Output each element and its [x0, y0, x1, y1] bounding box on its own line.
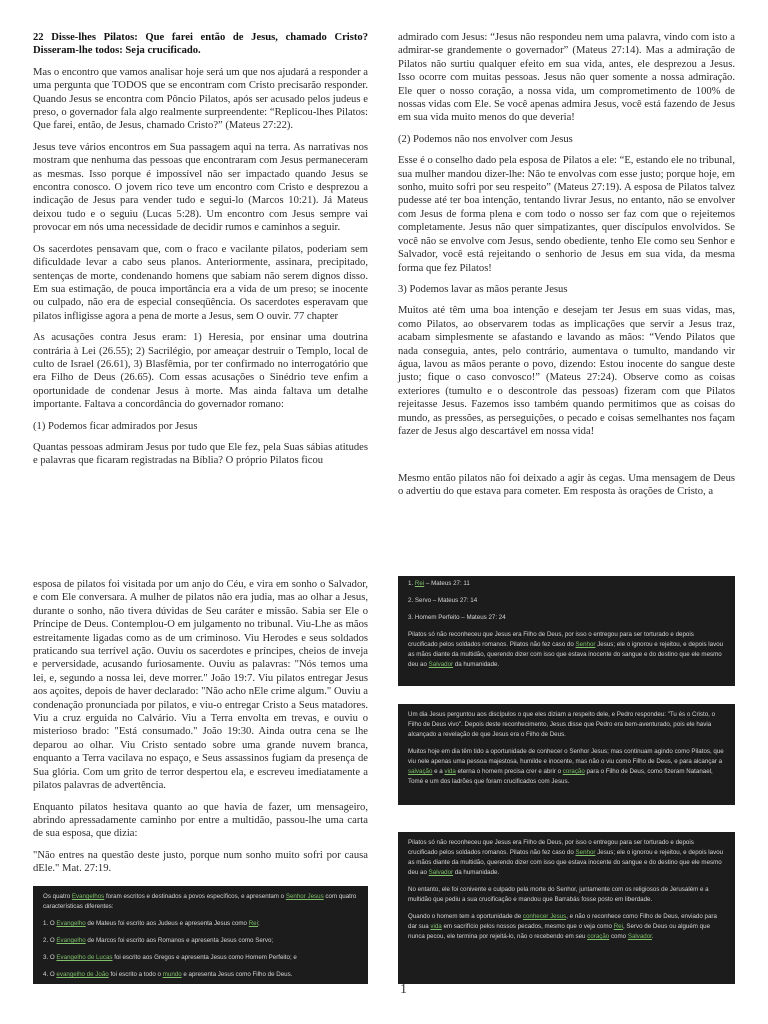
link-mundo[interactable]: mundo [162, 971, 182, 978]
text: em sacrifício pelos nossos pecados, mesmo que o veja como [441, 923, 614, 930]
text: , e não o reconhece como Filho de Deus, enviado para dar sua [408, 913, 717, 930]
link-senhor[interactable]: Senhor [575, 641, 596, 648]
paragraph: Enquanto pilatos hesitava quanto ao que havia de fazer, um mensageiro, abrindo apressadamente caminho por entre a multidão, passou-lhe uma carta de sua esposa, que dizia: [33, 801, 368, 840]
text: Jesus; ele o ignorou e rejeitou, e depois lavou as mãos diante da multidão, querendo dizer com isso que estava inocente do sangue e do destino que ele mesmo deu ao [408, 641, 724, 668]
paragraph [43, 892, 358, 912]
paragraph: No entanto, ele foi conivente e culpado pela morte do Senhor, juntamente com os religiosos de Jerusalém e a multidão que pediu a sua crucificação e mandou que Barrabás fosse posto em liberdade. [408, 886, 709, 903]
section-heading: (2) Podemos não nos envolver com Jesus [398, 133, 573, 145]
paragraph: Quantas pessoas admiram Jesus por tudo que Ele fez, pela Suas sábias atitudes e palavras que ficaram registradas na Bíblia? O próprio Pilatos ficou [33, 441, 368, 467]
section-heading: (1) Podemos ficar admirados por Jesus [33, 420, 198, 432]
paragraph: Esse é o conselho dado pela esposa de Pilatos a ele: “E, estando ele no tribunal, sua mulher mandou dizer-lhe: Não te envolvas com esse justo; porque hoje, em sonho, muito sofri por seu respeito” (Mateus 27:19). A esposa de Pilatos talvez pudesse até ter boa intenção, tentando livrar Jesus, no entanto, não se envolver com Jesus de forma plena e com todo o nosso ser faz com que o rejeitemos completamente. Jesus não quer simpatizantes, quer discípulos envolvidos. Se você não se envolve com Jesus, sendo obediente, tenho Ele como seu Senhor e Salvador, você está rejeitando o senhorio de Jesus em sua vida, da mesma forma que fez Pilatos! [398, 155, 735, 274]
text: , Servo de Deus ou alguém que nunca pecou, ele termina por rejeitá-lo, não o recebendo em seu [408, 923, 711, 940]
text: foi escrito aos Gregos e apresenta Jesus como Homem Perfeito; e [112, 954, 297, 961]
text: – Mateus 27: 11 [424, 580, 470, 587]
link-salvador[interactable]: Salvador [428, 661, 454, 668]
link-evangelho[interactable]: Evangelho [56, 937, 86, 944]
section-heading: 3) Podemos lavar as mãos perante Jesus [398, 283, 568, 295]
text: ; [258, 920, 260, 927]
link-salvador[interactable]: Salvador [627, 933, 652, 940]
list-item [43, 953, 358, 963]
link-vida[interactable]: vida [444, 768, 456, 775]
embedded-screenshot-list [398, 576, 735, 686]
text: foram escritos e destinados a povos específicos, e apresentam o [104, 893, 286, 900]
link-salvador[interactable]: Salvador [428, 869, 454, 876]
text: 1. [408, 580, 415, 587]
list-item [43, 970, 358, 980]
text: com quatro características diferentes: [43, 893, 357, 910]
text: . [651, 933, 654, 940]
list-item: 3. Homem Perfeito – Mateus 27: 24 [408, 614, 506, 621]
text: Jesus; ele o ignorou e rejeitou, e depois lavou as mãos diante da multidão, querendo dizer com isso que estava inocente do sangue e do destino que ele mesmo deu ao [408, 849, 724, 876]
embedded-screenshot-pedro [398, 704, 735, 805]
link-senhor-jesus[interactable]: Senhor Jesus [285, 893, 324, 900]
link-rei[interactable]: Rei [414, 580, 425, 587]
paragraph [408, 838, 725, 878]
text: Muitos hoje em dia têm tido a oportunidade de conhecer o Senhor Jesus; mas continuam agindo como Pilatos, que viu nele apenas uma pessoa majestosa, humilde e inocente, mas não o viu como Filho de Deus, e para alcançar a [408, 748, 724, 765]
text: Pilatos só não reconheceu que Jesus era Filho de Deus, por isso o entregou para ser torturado e depois crucificado pelos soldados romanos. Pilatos não fez caso do [408, 631, 694, 648]
text: 1. O [43, 920, 57, 927]
text: Quando o homem tem a oportunidade de [408, 913, 523, 920]
list-item [408, 579, 725, 589]
paragraph: admirado com Jesus: “Jesus não respondeu nem uma palavra, vindo com isto a admirar-se grandemente o governador” (Mateus 27:14). Mas a admiração de Pilatos não surtiu qualquer efeito em sua vida, antes, ele desprezou a Jesus. Isso ocorre com muitas pessoas. Jesus não quer somente a nossa admiração. Ele quer o nosso coração, a nossa vida, um comprometimento de 100% de nossas vidas com Ele. Se você apenas admira Jesus, você está fazendo de Jesus em sua vida muito menos do que deveria! [398, 32, 735, 124]
page-number: 1 [400, 982, 407, 997]
paragraph: As acusações contra Jesus eram: 1) Heresia, por ensinar uma doutrina contrária à Lei (26.55); 2) Sacrilégio, por ameaçar destruir o Templo, local de culto de Israel (26.61), 3) Blasfêmia, por ter confirmado no interrogatório que era Filho de Deus (26.65). Com essas acusações o Sinédrio teve enfim a oportunidade de condenar Jesus à morte. Mas ainda faltava um detalhe importante. Faltava a concordância do governador romano: [33, 332, 368, 411]
text: Pilatos só não reconheceu que Jesus era Filho de Deus, por isso o entregou para ser torturado e depois crucificado pelos soldados romanos. Pilatos não fez caso do [408, 839, 694, 856]
text: eterna o homem precisa crer e abrir o [455, 768, 563, 775]
link-coracao[interactable]: coração [562, 768, 585, 775]
paragraph [408, 912, 725, 942]
paragraph: Os sacerdotes pensavam que, com o fraco e vacilante pilatos, poderiam sem dificuldade levar a cabo seus planos. Anteriormente, assinara, precipitado, sentenças de morte, condenando homens que sabiam não serem dignos disso. Em sua estimação, de pouca importância era a vida de um preso; se inocente ou culpado, não era de especial conseqüência. Os sacerdotes esperavam que pilatos infligisse agora a pena de morte a Jesus, sem O ouvir. 77 chapter [33, 243, 368, 322]
link-evangelhos[interactable]: Evangelhos [71, 893, 105, 900]
list-item [43, 936, 358, 946]
text: da humanidade. [453, 869, 500, 876]
paragraph: Mas o encontro que vamos analisar hoje será um que nos ajudará a responder a uma pergunta que TODOS que se encontram com Cristo precisarão responder. Quando Jesus se encontra com Pôncio Pilatos, após ser acusado pelos judeus e preso, o governador fala algo realmente surpreendente: “Replicou-lhes Pilatos: Que farei, então, de Jesus, chamado Cristo?” (Mateus 27:22). [33, 66, 368, 132]
text: como [609, 933, 628, 940]
link-senhor[interactable]: Senhor [575, 849, 596, 856]
paragraph: Mesmo então pilatos não foi deixado a agir às cegas. Uma mensagem de Deus o advertiu do que estava para cometer. Em resposta às orações de Cristo, a [398, 473, 735, 498]
text: da humanidade. [453, 661, 500, 668]
text: para o Filho de Deus, como fizeram Natanael, Tomé e um dos ladrões que foram crucificados com Jesus. [408, 768, 713, 785]
link-evangelho-joao[interactable]: evangelho de João [56, 971, 109, 978]
text: Os quatro [43, 893, 72, 900]
text: e apresenta Jesus como Filho de Deus. [181, 971, 293, 978]
text: 2. O [43, 937, 57, 944]
embedded-screenshot-pilatos [398, 832, 735, 984]
paragraph [408, 630, 725, 670]
text-column-left-top [33, 31, 368, 476]
link-salvacao[interactable]: salvação [408, 768, 433, 775]
link-evangelho[interactable]: Evangelho [56, 920, 86, 927]
list-item: 2. Servo – Mateus 27: 14 [408, 597, 478, 604]
paragraph: esposa de pilatos foi visitada por um anjo do Céu, e vira em sonho o Salvador, e com Ele conversara. A mulher de pilatos não era judia, mas ao olhar a Jesus, durante o sonho, não tivera dúvidas de Seu caráter e missão. Sabia ser Ele o Príncipe de Deus. Contemplou-O em julgamento no tribunal. Viu-Lhe as mãos estreitamente ligadas como as de um criminoso. Viu Herodes e seus soldados praticando sua terrível ação. Ouviu os sacerdotes e príncipes, cheios de inveja e perversidade, acusando furiosamente. Ouviu as palavras: "Nós temos uma lei, e, segundo a nossa lei, deve morrer." João 19:7. Viu pilatos entregar Jesus aos açoites, depois de haver declarado: "Não acho nEle crime algum." Ouviu a condenação pronunciada por pilatos, e viu-o entregar Cristo a Seus matadores. Viu a cruz erguida no Calvário. Viu a Terra envolta em trevas, e ouviu o misterioso brado: "Está consumado." João 19:30. Ainda outra cena se lhe deparou ao olhar. Viu Cristo sentado sobre uma grande nuvem branca, enquanto a Terra vacilava no espaço, e Seus assassinos fugiam da presença de Sua glória. Com um grito de terror despertou ela, e escreveu imediatamente a pilatos palavras de advertência. [33, 579, 368, 792]
link-vida[interactable]: vida [430, 923, 442, 930]
text: de Marcos foi escrito aos Romanos e apresenta Jesus como Servo; [85, 937, 274, 944]
link-rei[interactable]: Rei [613, 923, 623, 930]
paragraph: Um dia Jesus perguntou aos discípulos o que eles diziam a respeito dele, e Pedro respondeu: "Tu és o Cristo, o Filho de Deus vivo". Depois deste reconhecimento, Jesus disse que Pedro era bem-aventurado, pois ele havia alcançado a revelação de que Jesus era o Filho de Deus. [408, 711, 716, 738]
link-coracao[interactable]: coração [587, 933, 610, 940]
text: 4. O [43, 971, 57, 978]
text: e a [432, 768, 445, 775]
verse-heading: 22 Disse-lhes Pilatos: Que farei então de Jesus, chamado Cristo? Disseram-lhe todos: Seja crucificado. [33, 32, 368, 57]
paragraph: Jesus teve vários encontros em Sua passagem aqui na terra. As narrativas nos mostram que nenhuma das pessoas que encontraram com Jesus permaneceram as mesmas. Isso porque é impossível não ser impactado quando Jesus se encontra conosco. O jovem rico teve um encontro com Cristo e desprezou a indicação de Jesus para vender tudo e segui-lo (Marcos 10:21). Já Mateus deixou tudo e o seguiu (Lucas 5:28). Um encontro com Jesus sempre vai provocar em nós uma necessidade de decidir rumos e caminhos a seguir. [33, 141, 368, 234]
text-column-right-continuation [398, 472, 735, 507]
link-rei[interactable]: Rei [248, 920, 258, 927]
list-item [43, 919, 358, 929]
paragraph: "Não entres na questão deste justo, porque num sonho muito sofri por causa dEle." Mat. 27:19. [33, 849, 368, 875]
embedded-screenshot-evangelhos [33, 886, 368, 984]
text-column-right-top [398, 31, 735, 446]
link-evangelho-lucas[interactable]: Evangelho de Lucas [56, 954, 113, 961]
paragraph: Muitos até têm uma boa intenção e desejam ter Jesus em suas vidas, mas, como Pilatos, ao observarem todas as implicações que servir a Jesus traz, acabam simplesmente se afastando e lavando as mãos: “Vendo Pilatos que nada conseguia, antes, pelo contrário, aumentava o tumulto, mandando vir água, lavou as mãos perante o povo, dizendo: Estou inocente do sangue deste justo; fique o caso convosco!” (Mateus 27:24). Observe como as coisas exteriores (tumulto e o descontrole das pessoas) fizeram com que Pilatos rejeitasse Jesus. Fazemos isso também quando permitimos que as coisas do mundo, as pressões, as perseguições, o pecado e coisas semelhantes nos façam fazer de Jesus algo descartável em nossa vida! [398, 305, 735, 437]
text: de Mateus foi escrito aos Judeus e apresenta Jesus como [85, 920, 249, 927]
paragraph [408, 747, 725, 787]
text-column-left-bottom [33, 578, 368, 884]
text: 3. O [43, 954, 57, 961]
link-conhecer-jesus[interactable]: conhecer Jesus [522, 913, 567, 920]
text: foi escrito a todo o [108, 971, 163, 978]
